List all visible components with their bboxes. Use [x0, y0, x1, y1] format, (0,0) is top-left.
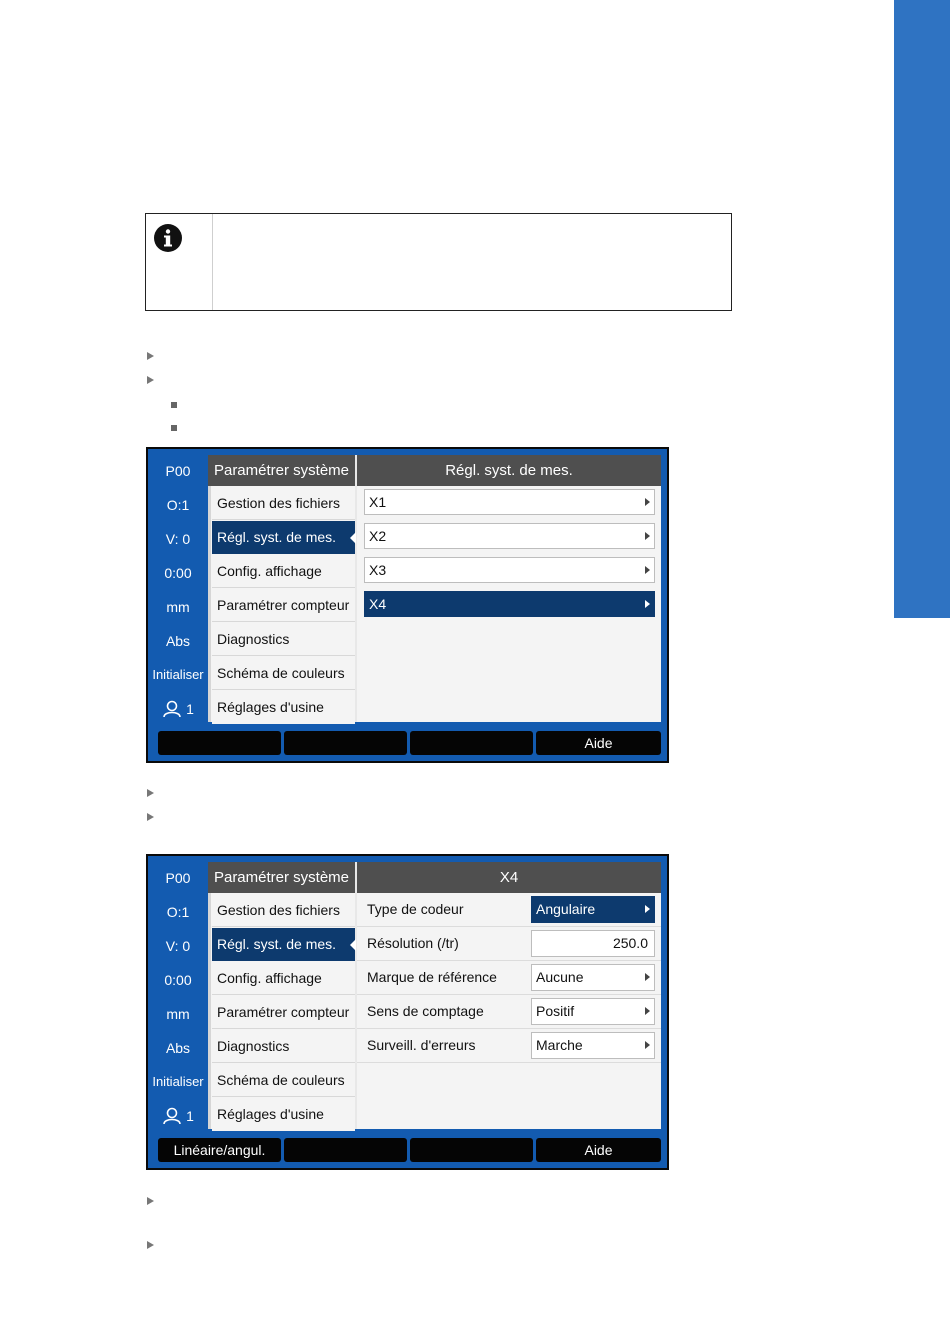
- chevron-right-icon: [645, 905, 650, 913]
- user-number: 1: [186, 1108, 194, 1124]
- menu-item-measuring-system[interactable]: Régl. syst. de mes.: [212, 928, 355, 961]
- info-note-box: [145, 213, 732, 311]
- menu-item-color-scheme[interactable]: Schéma de couleurs: [212, 657, 355, 690]
- menu-item-counter-setup[interactable]: Paramétrer compteur: [212, 996, 355, 1029]
- device-screen-measuring-system: [146, 447, 669, 763]
- triangle-bullet-icon: [147, 376, 154, 384]
- resolution-input[interactable]: 250.0: [531, 930, 655, 957]
- triangle-bullet-icon: [147, 789, 154, 797]
- user-icon: [162, 700, 182, 718]
- status-tool[interactable]: O:1: [166, 497, 190, 513]
- softkey-1[interactable]: [158, 731, 281, 755]
- axis-label: X3: [369, 562, 387, 578]
- settings-panel: [208, 862, 661, 1129]
- field-row-count-direction: [357, 995, 661, 1029]
- chevron-right-icon: [645, 498, 650, 506]
- triangle-bullet-icon: [147, 1197, 154, 1205]
- axis-item-x4[interactable]: [364, 591, 655, 617]
- encoder-type-select[interactable]: [531, 896, 655, 923]
- softkey-help[interactable]: Aide: [536, 1138, 661, 1162]
- chevron-right-icon: [645, 532, 650, 540]
- triangle-bullet-icon: [147, 1241, 154, 1249]
- axis-item-x1[interactable]: [364, 489, 655, 515]
- status-user[interactable]: [148, 692, 208, 726]
- triangle-bullet-icon: [147, 352, 154, 360]
- softkey-help[interactable]: Aide: [536, 731, 661, 755]
- menu-item-file-management[interactable]: Gestion des fichiers: [212, 894, 355, 927]
- field-value: Angulaire: [536, 901, 596, 917]
- status-preset[interactable]: P00: [165, 463, 191, 479]
- menu-item-color-scheme[interactable]: Schéma de couleurs: [212, 1064, 355, 1097]
- chevron-right-icon: [645, 973, 650, 981]
- field-row-encoder-type: [357, 893, 661, 927]
- softkey-bar: [158, 1138, 661, 1162]
- user-icon: [162, 1107, 182, 1125]
- triangle-bullet-icon: [147, 813, 154, 821]
- softkey-linear-angular[interactable]: Linéaire/angul.: [158, 1138, 281, 1162]
- error-monitor-select[interactable]: [531, 1032, 655, 1059]
- settings-panel: [208, 455, 661, 722]
- menu-item-file-management[interactable]: Gestion des fichiers: [212, 487, 355, 520]
- menu-item-diagnostics[interactable]: Diagnostics: [212, 623, 355, 656]
- menu-item-measuring-system[interactable]: Régl. syst. de mes.: [212, 521, 355, 554]
- menu-item-display-config[interactable]: Config. affichage: [212, 962, 355, 995]
- status-mode[interactable]: Abs: [165, 633, 191, 649]
- field-value: Aucune: [536, 969, 584, 985]
- softkey-3[interactable]: [410, 1138, 533, 1162]
- status-mode[interactable]: Abs: [165, 1040, 191, 1056]
- field-row-error-monitor: [357, 1029, 661, 1063]
- softkey-2[interactable]: [284, 1138, 407, 1162]
- reference-mark-select[interactable]: [531, 964, 655, 991]
- chevron-right-icon: [645, 600, 650, 608]
- softkey-2[interactable]: [284, 731, 407, 755]
- menu-item-factory-settings[interactable]: Réglages d'usine: [212, 691, 355, 724]
- axis-label: X1: [369, 494, 387, 510]
- axis-item-x3[interactable]: [364, 557, 655, 583]
- softkey-bar: [158, 731, 661, 755]
- field-row-reference-mark: [357, 961, 661, 995]
- user-number: 1: [186, 701, 194, 717]
- status-initialize[interactable]: Initialiser: [152, 1074, 204, 1089]
- status-unit[interactable]: mm: [166, 599, 190, 615]
- menu-header: Paramétrer système: [208, 455, 355, 486]
- field-label: Marque de référence: [367, 969, 497, 985]
- settings-menu: [208, 486, 355, 722]
- info-icon: [154, 224, 182, 252]
- axis-list: [357, 486, 661, 722]
- square-bullet-icon: [171, 425, 177, 431]
- status-timer[interactable]: 0:00: [164, 972, 192, 988]
- axis-settings-form: [357, 893, 661, 1129]
- status-initialize[interactable]: Initialiser: [152, 667, 204, 682]
- settings-menu: [208, 893, 355, 1129]
- device-screen-axis-x4: [146, 854, 669, 1170]
- axis-label: X4: [369, 596, 387, 612]
- menu-item-diagnostics[interactable]: Diagnostics: [212, 1030, 355, 1063]
- status-preset[interactable]: P00: [165, 870, 191, 886]
- chevron-right-icon: [645, 1007, 650, 1015]
- field-label: Résolution (/tr): [367, 935, 459, 951]
- chapter-tab: [894, 0, 950, 618]
- field-value: Positif: [536, 1003, 575, 1019]
- field-label: Surveill. d'erreurs: [367, 1037, 476, 1053]
- chevron-right-icon: [645, 1041, 650, 1049]
- field-label: Type de codeur: [367, 901, 464, 917]
- status-user[interactable]: [148, 1099, 208, 1133]
- field-value: Marche: [536, 1037, 583, 1053]
- status-tool[interactable]: O:1: [166, 904, 190, 920]
- field-row-resolution: [357, 927, 661, 961]
- field-label: Sens de comptage: [367, 1003, 484, 1019]
- content-header: Régl. syst. de mes.: [357, 455, 661, 486]
- status-timer[interactable]: 0:00: [164, 565, 192, 581]
- softkey-3[interactable]: [410, 731, 533, 755]
- menu-header: Paramétrer système: [208, 862, 355, 893]
- count-direction-select[interactable]: [531, 998, 655, 1025]
- content-header: X4: [357, 862, 661, 893]
- status-speed[interactable]: V: 0: [165, 938, 191, 954]
- chevron-right-icon: [645, 566, 650, 574]
- axis-item-x2[interactable]: [364, 523, 655, 549]
- status-unit[interactable]: mm: [166, 1006, 190, 1022]
- status-speed[interactable]: V: 0: [165, 531, 191, 547]
- menu-item-factory-settings[interactable]: Réglages d'usine: [212, 1098, 355, 1131]
- menu-item-counter-setup[interactable]: Paramétrer compteur: [212, 589, 355, 622]
- axis-label: X2: [369, 528, 387, 544]
- square-bullet-icon: [171, 402, 177, 408]
- menu-item-display-config[interactable]: Config. affichage: [212, 555, 355, 588]
